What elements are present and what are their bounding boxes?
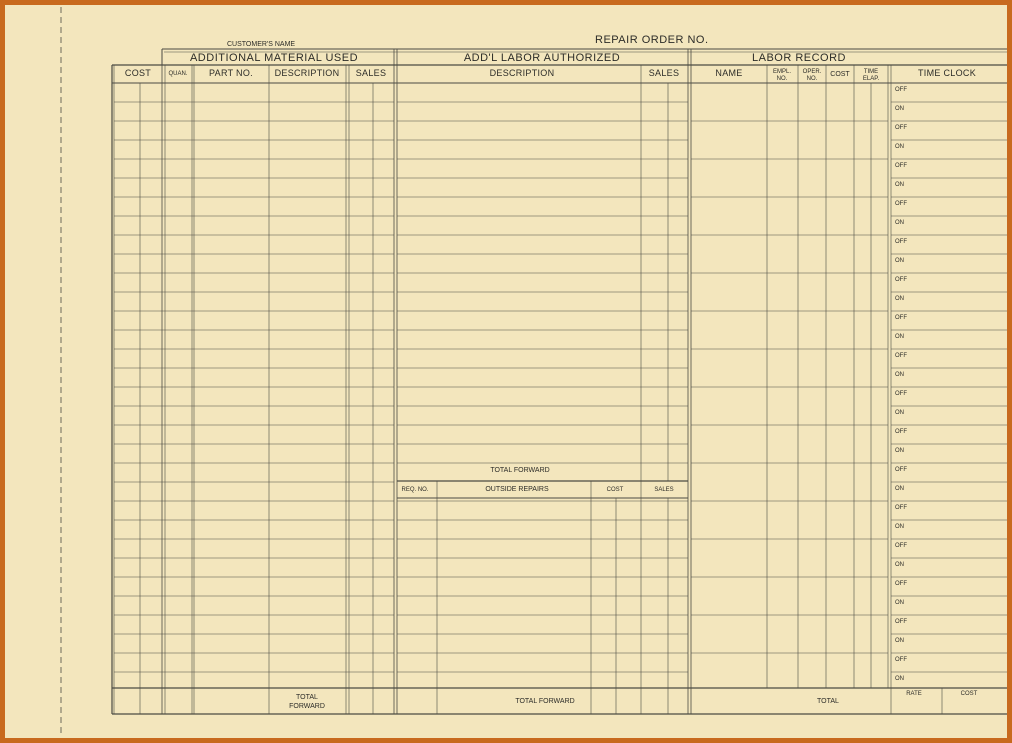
col-oper-line1: OPER.	[802, 69, 822, 75]
repair-order-label: REPAIR ORDER NO.	[595, 34, 709, 46]
outside-total-forward-label: TOTAL FORWARD	[490, 467, 550, 474]
clock-off-label: OFF	[895, 353, 907, 359]
footer-cost-label: COST	[960, 691, 978, 697]
clock-on-label: ON	[895, 144, 904, 150]
clock-on-label: ON	[895, 600, 904, 606]
clock-on-label: ON	[895, 296, 904, 302]
clock-on-label: ON	[895, 410, 904, 416]
clock-on-label: ON	[895, 182, 904, 188]
col-oper-line2: NO.	[806, 76, 818, 82]
labor-total-forward-label: TOTAL FORWARD	[515, 698, 575, 705]
clock-on-label: ON	[895, 106, 904, 112]
clock-off-label: OFF	[895, 619, 907, 625]
clock-off-label: OFF	[895, 467, 907, 473]
col-part-no: PART NO.	[209, 68, 253, 78]
col-outside-sales: SALES	[654, 487, 674, 493]
col-labor-description: DESCRIPTION	[489, 68, 555, 78]
col-cost: COST	[124, 68, 152, 78]
clock-off-label: OFF	[895, 277, 907, 283]
clock-on-label: ON	[895, 638, 904, 644]
clock-on-label: ON	[895, 220, 904, 226]
clock-off-label: OFF	[895, 201, 907, 207]
col-empl-line2: NO.	[776, 76, 788, 82]
col-empl-line1: EMPL.	[772, 69, 792, 75]
clock-on-label: ON	[895, 562, 904, 568]
clock-on-label: ON	[895, 524, 904, 530]
col-time-line2: ELAP.	[862, 76, 880, 82]
col-labor-sales: SALES	[648, 68, 680, 78]
clock-on-label: ON	[895, 258, 904, 264]
section-material-title: ADDITIONAL MATERIAL USED	[189, 52, 359, 64]
col-description: DESCRIPTION	[274, 68, 340, 78]
clock-off-label: OFF	[895, 581, 907, 587]
clock-off-label: OFF	[895, 391, 907, 397]
clock-on-label: ON	[895, 448, 904, 454]
col-outside-repairs: OUTSIDE REPAIRS	[485, 486, 549, 493]
repair-order-form	[5, 5, 1007, 738]
clock-off-label: OFF	[895, 543, 907, 549]
form-grid	[5, 5, 1007, 738]
col-outside-cost: COST	[606, 487, 624, 493]
section-labor-record-title: LABOR RECORD	[751, 52, 847, 64]
clock-off-label: OFF	[895, 315, 907, 321]
time-clock-labels	[895, 87, 907, 682]
col-sales: SALES	[355, 68, 387, 78]
material-total-forward-line2: FORWARD	[289, 703, 325, 710]
clock-off-label: OFF	[895, 87, 907, 93]
rate-label: RATE	[906, 691, 922, 697]
clock-off-label: OFF	[895, 125, 907, 131]
col-req-no: REQ. NO.	[401, 487, 429, 493]
col-time-clock: TIME CLOCK	[917, 68, 977, 78]
clock-off-label: OFF	[895, 239, 907, 245]
clock-off-label: OFF	[895, 429, 907, 435]
labor-record-total-label: TOTAL	[817, 698, 839, 705]
col-name: NAME	[715, 68, 743, 78]
col-quan: QUAN.	[168, 71, 188, 77]
clock-on-label: ON	[895, 676, 904, 682]
clock-on-label: ON	[895, 372, 904, 378]
col-rec-cost: COST	[830, 71, 850, 78]
col-time-line1: TIME	[863, 69, 879, 75]
row-rules	[114, 102, 1007, 672]
clock-off-label: OFF	[895, 163, 907, 169]
clock-on-label: ON	[895, 486, 904, 492]
customer-name-label: CUSTOMER'S NAME	[227, 41, 296, 48]
clock-off-label: OFF	[895, 657, 907, 663]
section-labor-title: ADD'L LABOR AUTHORIZED	[463, 52, 621, 64]
material-total-forward-line1: TOTAL	[296, 694, 318, 701]
clock-off-label: OFF	[895, 505, 907, 511]
clock-on-label: ON	[895, 334, 904, 340]
